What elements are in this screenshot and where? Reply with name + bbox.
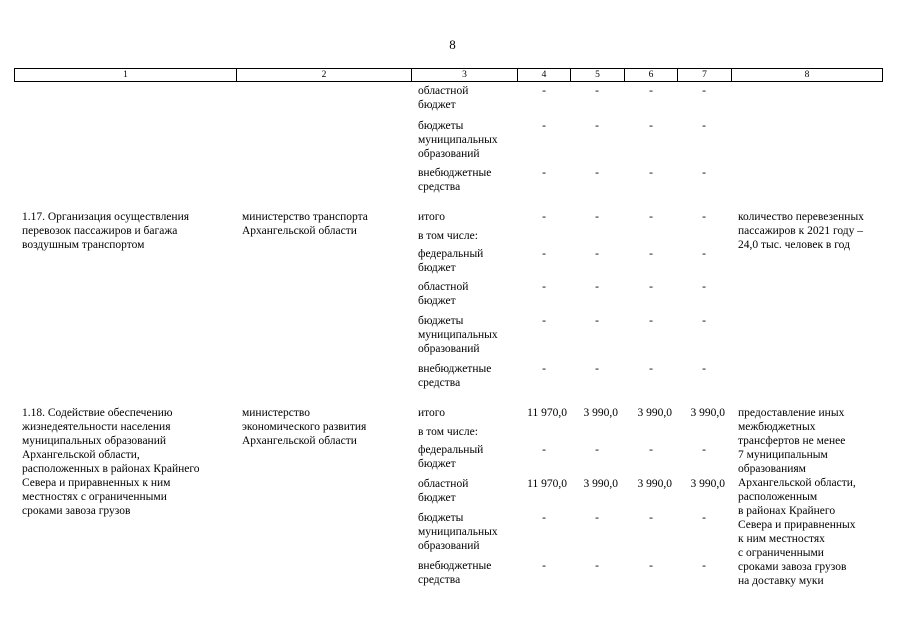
funding-source-line: бюджет: [418, 295, 456, 307]
value-dash: -: [542, 211, 546, 223]
funding-source-line: в том числе:: [418, 426, 478, 438]
value-dash: -: [702, 248, 706, 260]
value-dash: -: [542, 560, 546, 572]
funding-source-line: образований: [418, 343, 480, 355]
value-regional: 11 970,0: [527, 478, 567, 490]
value-dash: -: [595, 444, 599, 456]
value-dash: -: [649, 444, 653, 456]
measure-title-line: воздушным транспортом: [22, 239, 145, 251]
value-dash: -: [649, 211, 653, 223]
funding-source-line: бюджет: [418, 492, 456, 504]
result-line: на доставку муки: [738, 575, 824, 587]
funding-source-line: областной: [418, 281, 469, 293]
measure-title-line: местностях с ограниченными: [22, 491, 167, 503]
measure-title-line: муниципальных образований: [22, 435, 167, 447]
header-col-6: 6: [625, 69, 678, 81]
value-dash: -: [702, 315, 706, 327]
result-line: межбюджетных: [738, 421, 816, 433]
funding-source-line: муниципальных: [418, 329, 498, 341]
result-line: количество перевезенных: [738, 211, 864, 223]
value-dash: -: [542, 315, 546, 327]
table-header-row: [14, 68, 883, 82]
cont-line-2: бюджет: [418, 99, 456, 111]
result-line: Архангельской области,: [738, 477, 856, 489]
value-dash: -: [702, 512, 706, 524]
value-dash: -: [542, 248, 546, 260]
value-dash: -: [595, 315, 599, 327]
page-number: 8: [449, 37, 456, 52]
measure-title-line: жизнедеятельности населения: [22, 421, 171, 433]
measure-title-line: сроками завоза грузов: [22, 505, 131, 517]
value-dash: -: [595, 363, 599, 375]
responsible-org-line: министерство: [242, 407, 310, 419]
measure-title-line: расположенных в районах Крайнего: [22, 463, 200, 475]
responsible-org-line: министерство транспорта: [242, 211, 368, 223]
result-line: расположенным: [738, 491, 818, 503]
responsible-org-line: Архангельской области: [242, 435, 357, 447]
funding-source-line: итого: [418, 211, 445, 223]
value-dash: -: [649, 363, 653, 375]
result-line: 7 муниципальным: [738, 449, 828, 461]
value-dash: -: [542, 512, 546, 524]
measure-title-line: перевозок пассажиров и багажа: [22, 225, 178, 237]
result-line: сроками завоза грузов: [738, 561, 847, 573]
funding-source-line: федеральный: [418, 444, 484, 456]
measure-title-line: 1.18. Содействие обеспечению: [22, 407, 173, 419]
cont-line-5: образований: [418, 148, 480, 160]
value-dash: -: [595, 560, 599, 572]
value-dash: -: [595, 211, 599, 223]
result-line: предоставление иных: [738, 407, 845, 419]
funding-source-line: итого: [418, 407, 445, 419]
header-col-5: 5: [571, 69, 625, 81]
header-col-7: 7: [678, 69, 732, 81]
header-col-3: 3: [412, 69, 518, 81]
funding-source-line: бюджеты: [418, 512, 464, 524]
cont-dash: -: [595, 85, 599, 97]
funding-source-line: бюджет: [418, 458, 456, 470]
responsible-org-line: Архангельской области: [242, 225, 357, 237]
cont-dash: -: [702, 167, 706, 179]
value-dash: -: [649, 512, 653, 524]
value-dash: -: [649, 281, 653, 293]
value-dash: -: [649, 248, 653, 260]
cont-line-1: областной: [418, 85, 469, 97]
cont-dash: -: [542, 167, 546, 179]
value-total: 11 970,0: [527, 407, 567, 419]
cont-dash: -: [649, 167, 653, 179]
value-dash: -: [542, 281, 546, 293]
cont-line-3: бюджеты: [418, 120, 464, 132]
cont-line-6: внебюджетные: [418, 167, 492, 179]
header-col-1: 1: [15, 69, 237, 81]
cont-dash: -: [649, 120, 653, 132]
funding-source-line: в том числе:: [418, 230, 478, 242]
cont-dash: -: [649, 85, 653, 97]
header-col-2: 2: [237, 69, 412, 81]
funding-source-line: бюджеты: [418, 315, 464, 327]
result-line: трансфертов не менее: [738, 435, 846, 447]
result-line: к ним местностях: [738, 533, 825, 545]
cont-line-4: муниципальных: [418, 134, 498, 146]
value-total: 3 990,0: [637, 407, 672, 419]
result-line: 24,0 тыс. человек в год: [738, 239, 850, 251]
funding-source-line: средства: [418, 377, 461, 389]
value-dash: -: [649, 560, 653, 572]
funding-source-line: средства: [418, 574, 461, 586]
measure-title-line: 1.17. Организация осуществления: [22, 211, 190, 223]
value-total: 3 990,0: [583, 407, 618, 419]
value-dash: -: [595, 281, 599, 293]
value-dash: -: [595, 512, 599, 524]
value-dash: -: [702, 560, 706, 572]
cont-dash: -: [702, 85, 706, 97]
funding-source-line: бюджет: [418, 262, 456, 274]
result-line: Севера и приравненных: [738, 519, 856, 531]
funding-source-line: муниципальных: [418, 526, 498, 538]
value-dash: -: [542, 444, 546, 456]
cont-line-7: средства: [418, 181, 461, 193]
cont-dash: -: [595, 167, 599, 179]
value-regional: 3 990,0: [637, 478, 672, 490]
result-line: в районах Крайнего: [738, 505, 836, 517]
measure-title-line: Архангельской области,: [22, 449, 140, 461]
value-dash: -: [702, 444, 706, 456]
funding-source-line: внебюджетные: [418, 363, 492, 375]
value-total: 3 990,0: [690, 407, 725, 419]
funding-source-line: федеральный: [418, 248, 484, 260]
result-line: образованиям: [738, 463, 806, 475]
funding-source-line: внебюджетные: [418, 560, 492, 572]
funding-source-line: областной: [418, 478, 469, 490]
funding-source-line: образований: [418, 540, 480, 552]
result-line: пассажиров к 2021 году –: [738, 225, 864, 237]
header-col-8: 8: [804, 70, 810, 80]
result-line: с ограниченными: [738, 547, 824, 559]
value-dash: -: [595, 248, 599, 260]
header-col-4: 4: [518, 69, 571, 81]
value-regional: 3 990,0: [690, 478, 725, 490]
value-dash: -: [649, 315, 653, 327]
value-dash: -: [702, 211, 706, 223]
responsible-org-line: экономического развития: [242, 421, 367, 433]
measure-title-line: Севера и приравненных к ним: [22, 477, 171, 489]
cont-dash: -: [542, 85, 546, 97]
value-dash: -: [702, 363, 706, 375]
value-regional: 3 990,0: [583, 478, 618, 490]
cont-dash: -: [595, 120, 599, 132]
cont-dash: -: [542, 120, 546, 132]
value-dash: -: [702, 281, 706, 293]
value-dash: -: [542, 363, 546, 375]
cont-dash: -: [702, 120, 706, 132]
